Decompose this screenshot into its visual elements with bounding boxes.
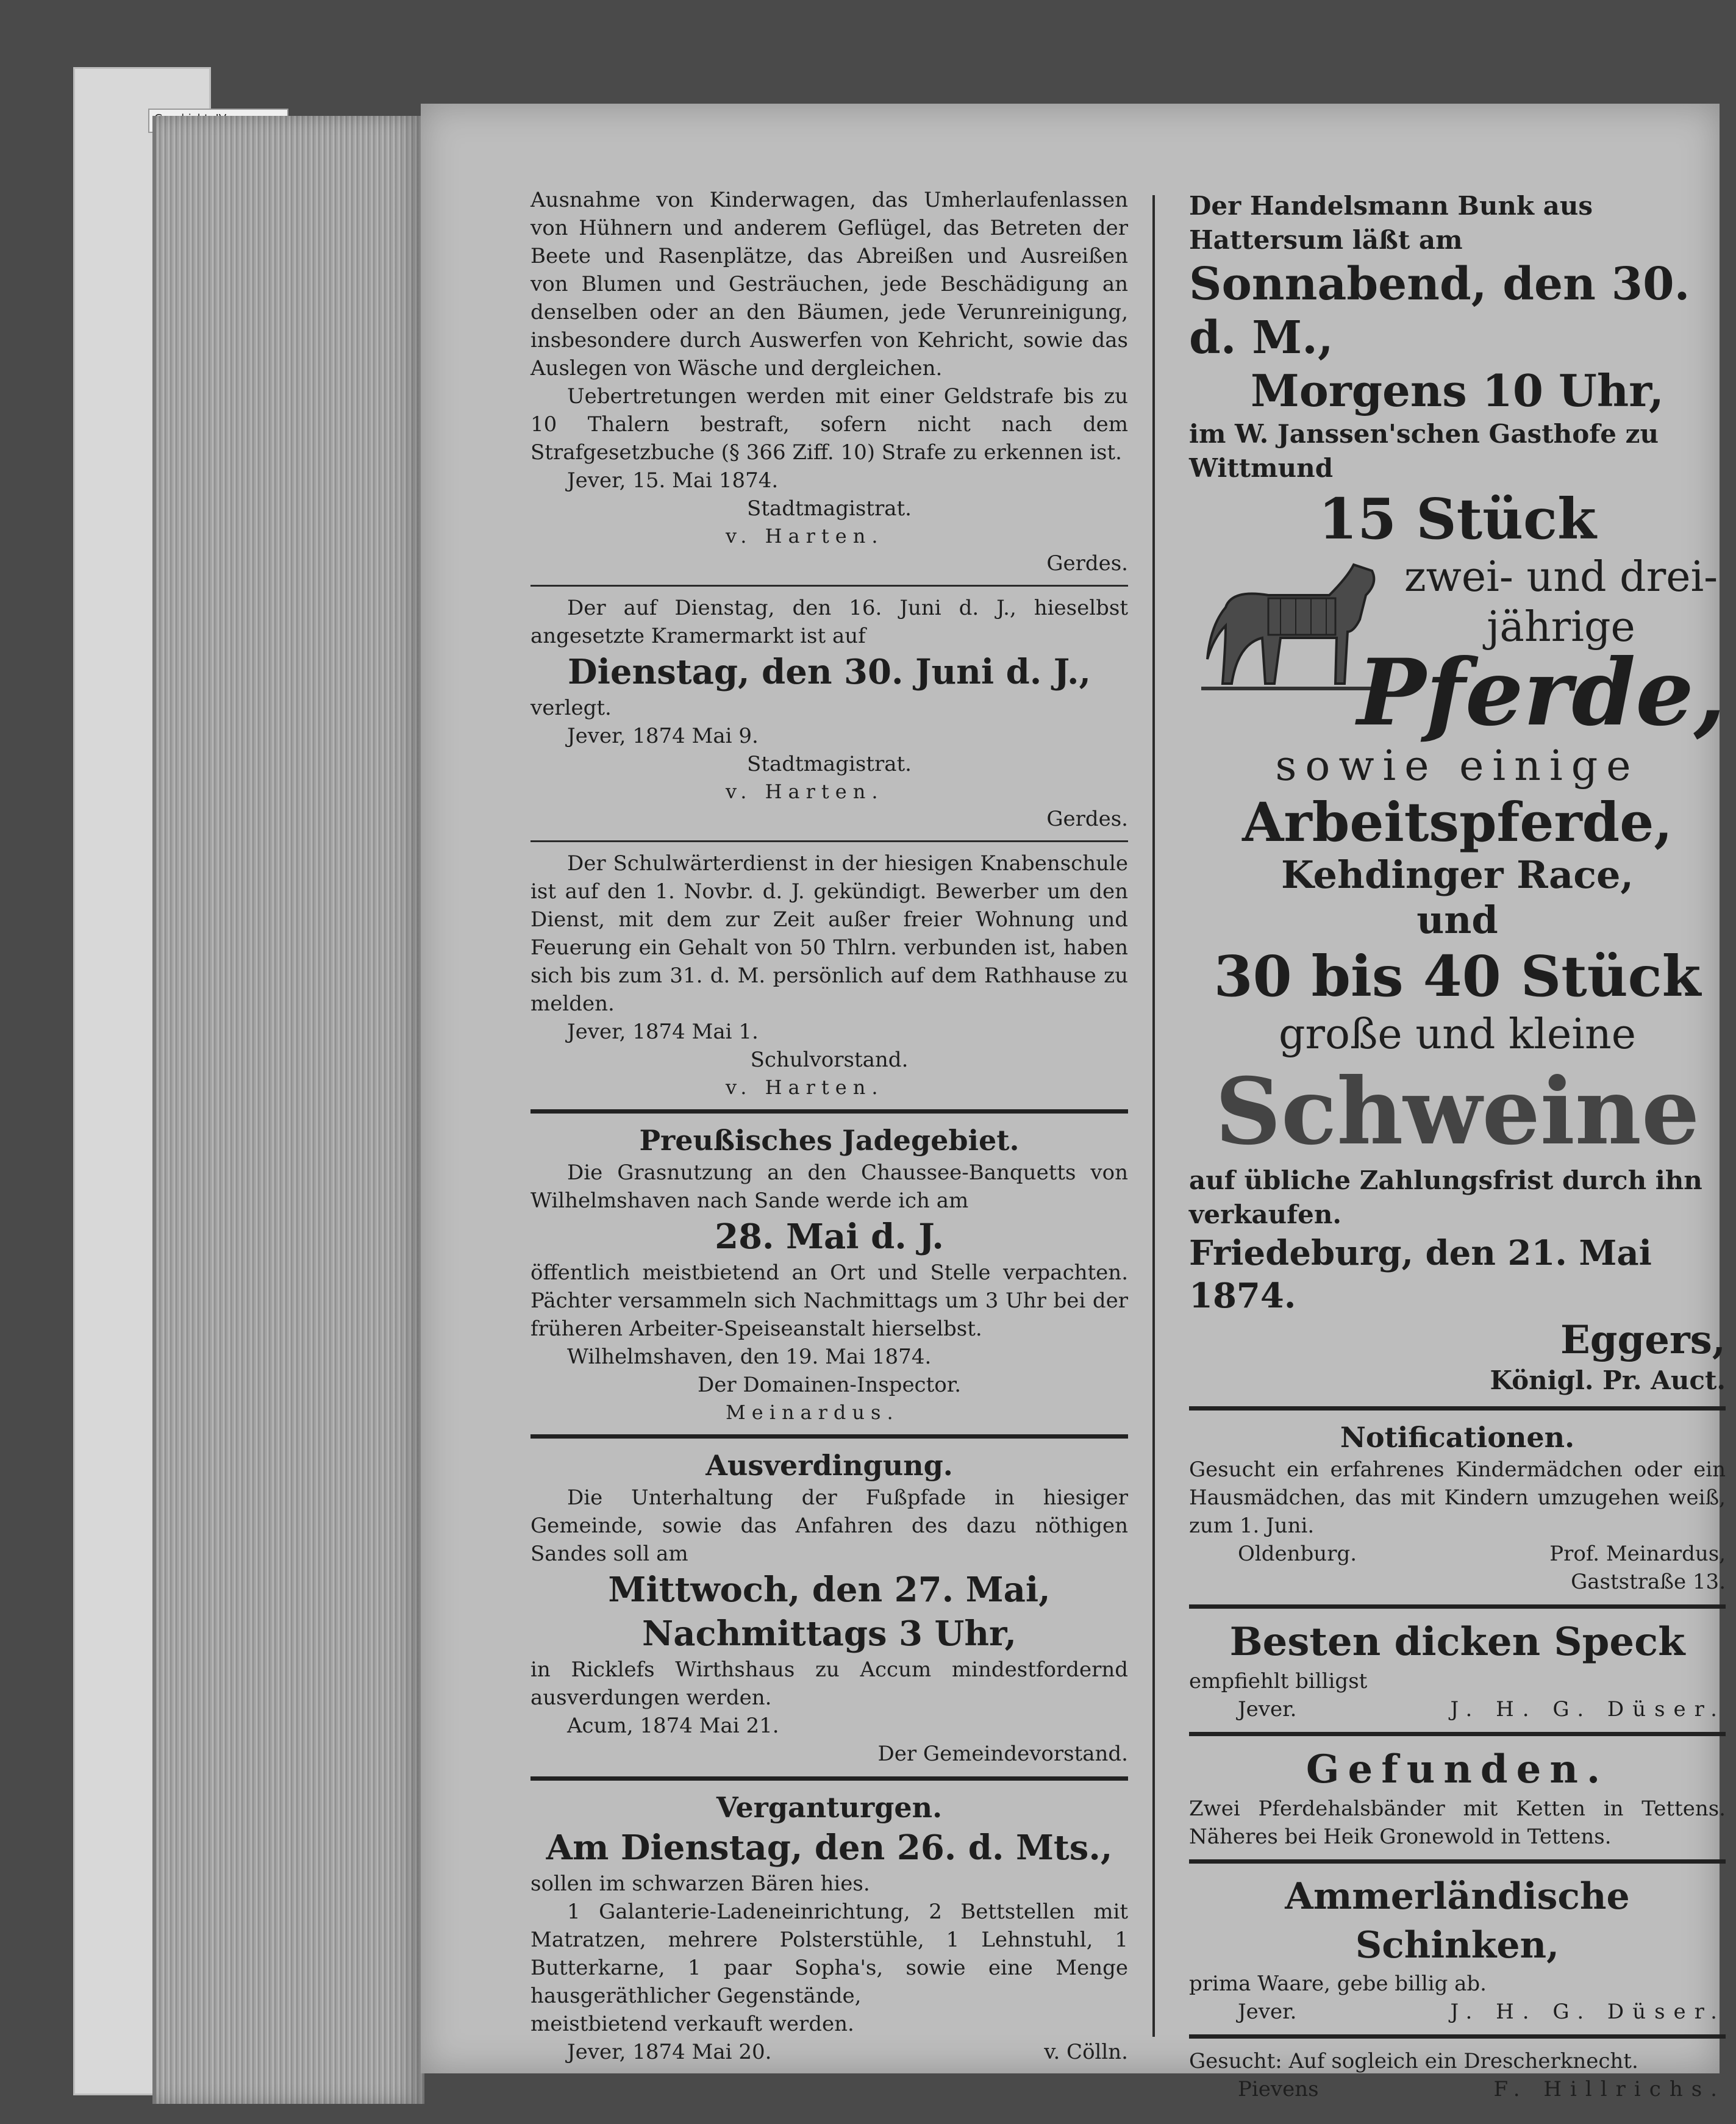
ad-text: empfiehlt billigst xyxy=(1189,1669,1368,1693)
page-edges xyxy=(152,116,424,2104)
place-date: Acum, 1874 Mai 21. xyxy=(567,1714,779,1738)
place: Jever. xyxy=(1238,1697,1297,1722)
ad-time: Morgens 10 Uhr, xyxy=(1251,365,1664,417)
signer-title: Königl. Pr. Auct. xyxy=(1490,1365,1726,1395)
ad-pigs: Schweine xyxy=(1215,1058,1700,1165)
divider xyxy=(1189,1406,1726,1411)
signer: Prof. Meinardus, xyxy=(1549,1542,1726,1566)
item-list: 1 Galanterie-Ladeneinrichtung, 2 Bettstellen mit Matratzen, mehrere Polsterstühle, 1 Lehnstuhl, 1 Butterkarne, 1 paar Sopha's, sowie eine Menge hausgeräthlicher Gegenstände, xyxy=(530,1900,1128,2008)
ad-line: große und kleine xyxy=(1279,1010,1636,1059)
ad-heading: Gefunden. xyxy=(1306,1747,1609,1792)
notice-text: Der Schulwärterdienst in der hiesigen Knabenschule ist auf den 1. Novbr. d. J. gekündigt. Bewerber um den Dienst, mit dem zur Zeit außer freier Wohnung und Feuerung ein Gehalt von 50 Thlrn. verbunden ist, haben sich bis zum 31. d. M. persönlich auf dem Rathhause zu melden. xyxy=(530,851,1128,1016)
notice-heading: Preußisches Jadegebiet. xyxy=(639,1124,1020,1157)
ad-thresher-wanted xyxy=(1189,2047,1726,2103)
notice-school-janitor xyxy=(530,849,1128,1101)
left-column xyxy=(530,186,1128,2066)
signature-line xyxy=(1189,1695,1726,1723)
notice-headline: Dienstag, den 30. Juni d. J., xyxy=(568,652,1091,692)
horse-text xyxy=(1396,552,1726,653)
divider xyxy=(1189,1732,1726,1736)
notice-grass-lease xyxy=(530,1122,1128,1426)
divider xyxy=(1189,1604,1726,1609)
ad-line: und xyxy=(1416,898,1498,942)
notice-heading: Ausverdingung. xyxy=(705,1449,953,1482)
signature-line xyxy=(1189,2075,1726,2103)
address: Gaststraße 13. xyxy=(1571,1570,1726,1594)
notice-auction xyxy=(530,1789,1128,2066)
notice-park-regulations xyxy=(530,186,1128,577)
notice-heading: Verganturgen. xyxy=(716,1791,943,1824)
notice-date: Am Dienstag, den 26. d. Mts., xyxy=(546,1828,1113,1868)
authority: Stadtmagistrat. xyxy=(747,496,912,521)
notice-text: Die Unterhaltung der Fußpfade in hiesiger Gemeinde, sowie das Anfahren des dazu nöthigen Sandes soll am xyxy=(530,1486,1128,1566)
divider xyxy=(1189,1859,1726,1864)
ad-age: zwei- und drei- xyxy=(1404,553,1718,601)
signer: Eggers, xyxy=(1560,1317,1726,1363)
ad-count: 15 Stück xyxy=(1318,486,1596,552)
ad-ham xyxy=(1189,1872,1726,2026)
notice-text: Ausnahme von Kinderwagen, das Umherlaufenlassen von Hühnern und anderem Geflügel, das Betreten der Beete und Rasenplätze, das Abreißen und Ausreißen von Blumen und Gesträuchen, jede Beschädigung an denselben oder an den Bäumen, jede Verunreinigung, insbesondere durch Auswerfen von Kehricht, sowie das Auslegen von Wäsche und dergleichen. xyxy=(530,188,1128,381)
ad-found xyxy=(1189,1745,1726,1851)
ad-workhorses: Arbeitspferde, xyxy=(1242,790,1673,854)
ad-heading: Notificationen. xyxy=(1340,1421,1575,1454)
ad-place: im W. Janssen'schen Gasthofe zu xyxy=(1189,419,1659,449)
signer: v. Harten. xyxy=(726,524,884,548)
notice-text: Der auf Dienstag, den 16. Juni d. J., hieselbst angesetzte Kramermarkt ist auf xyxy=(530,596,1128,648)
ad-town: Wittmund xyxy=(1189,453,1334,483)
ad-age: jährige xyxy=(1487,603,1635,651)
place-date: Jever, 1874 Mai 1. xyxy=(567,1020,759,1044)
place-date: Jever, 1874 Mai 20. xyxy=(567,2040,772,2064)
ad-date: Sonnabend, den 30. d. M., xyxy=(1189,258,1690,364)
place: Pievens xyxy=(1238,2077,1319,2101)
countersign: Gerdes. xyxy=(1046,551,1128,576)
notice-verb: verlegt. xyxy=(530,696,612,720)
divider xyxy=(530,840,1128,842)
ad-terms: auf übliche Zahlungsfrist durch ihn xyxy=(1189,1165,1702,1195)
signer: v. Harten. xyxy=(726,1076,884,1099)
divider xyxy=(530,1434,1128,1439)
ad-bacon xyxy=(1189,1617,1726,1723)
notice-text: Uebertretungen werden mit einer Geldstrafe bis zu 10 Thalern bestraft, sofern nicht nach dem Strafgesetzbuche (§ 366 Ziff. 10) Strafe zu erkennen ist. xyxy=(530,384,1128,465)
place: Jever. xyxy=(1238,2000,1297,2024)
ad-count: 30 bis 40 Stück xyxy=(1213,943,1701,1009)
authority: Der Gemeindevorstand. xyxy=(877,1742,1128,1766)
ad-line: Hattersum läßt am xyxy=(1189,225,1463,255)
ad-livestock-sale xyxy=(1189,189,1726,1398)
ad-text: Gesucht ein erfahrenes Kindermädchen oder ein Hausmädchen, das mit Kindern umzugehen weiß, zum 1. Juni. xyxy=(1189,1457,1726,1538)
authority: Stadtmagistrat. xyxy=(747,752,912,776)
ad-nanny-wanted xyxy=(1189,1419,1726,1596)
authority: Schulvorstand. xyxy=(750,1048,909,1072)
divider xyxy=(530,1776,1128,1781)
signer: v. Harten. xyxy=(726,780,884,803)
countersign: Gerdes. xyxy=(1046,807,1128,831)
signer: F. Hillrichs. xyxy=(1493,2077,1726,2101)
signature-line xyxy=(1189,1540,1726,1568)
notice-contract-award xyxy=(530,1447,1128,1768)
right-column xyxy=(1189,189,1726,2103)
place: Oldenburg. xyxy=(1238,1542,1357,1566)
place-date: Jever, 1874 Mai 9. xyxy=(567,724,759,748)
signer: J. H. G. Düser. xyxy=(1450,1697,1726,1722)
ad-breed: Kehdinger Race, xyxy=(1281,853,1634,897)
authority: Der Domainen-Inspector. xyxy=(697,1373,962,1397)
notice-date: Mittwoch, den 27. Mai, xyxy=(608,1570,1051,1610)
ad-text: prima Waare, gebe billig ab. xyxy=(1189,1972,1487,1996)
divider xyxy=(530,1109,1128,1114)
signer: Meinardus. xyxy=(726,1401,899,1424)
place-date: Wilhelmshaven, den 19. Mai 1874. xyxy=(567,1345,932,1369)
notice-verb: meistbietend verkauft werden. xyxy=(530,2012,854,2036)
notice-text: Die Grasnutzung an den Chaussee-Banquetts von Wilhelmshaven nach Sande werde ich am xyxy=(530,1160,1128,1213)
ad-text: Zwei Pferdehalsbänder mit Ketten in Tettens. Näheres bei Heik Gronewold in Tettens. xyxy=(1189,1797,1726,1849)
notice-text: sollen im schwarzen Bären hies. xyxy=(530,1872,870,1896)
ad-text: Gesucht: Auf sogleich ein Drescherknecht. xyxy=(1189,2049,1638,2073)
notice-date: 28. Mai d. J. xyxy=(715,1217,944,1257)
signature-line xyxy=(530,2038,1128,2066)
divider xyxy=(530,585,1128,587)
ad-line: sowie einige xyxy=(1275,742,1640,790)
ad-heading: Ammerländische Schinken, xyxy=(1285,1875,1630,1967)
divider xyxy=(1189,2034,1726,2039)
ad-line: Der Handelsmann Bunk aus xyxy=(1189,191,1593,221)
place-date: Friedeburg, den 21. Mai 1874. xyxy=(1189,1233,1652,1316)
ad-verb: verkaufen. xyxy=(1189,1200,1342,1229)
newspaper-page xyxy=(421,104,1726,2101)
column-divider xyxy=(1152,195,1155,2037)
notice-time: Nachmittags 3 Uhr, xyxy=(642,1614,1016,1654)
ad-horses: Pferde, xyxy=(1357,639,1726,746)
signature-line xyxy=(1189,1998,1726,2026)
signer: v. Cölln. xyxy=(1044,2040,1128,2064)
notice-text: in Ricklefs Wirthshaus zu Accum mindestfordernd ausverdungen werden. xyxy=(530,1657,1128,1710)
signer: J. H. G. Düser. xyxy=(1450,2000,1726,2024)
ad-heading: Besten dicken Speck xyxy=(1229,1619,1685,1665)
notice-market-moved xyxy=(530,594,1128,833)
place-date: Jever, 15. Mai 1874. xyxy=(567,468,779,493)
notice-text: öffentlich meistbietend an Ort und Stelle verpachten. Pächter versammeln sich Nachmittags um 3 Uhr bei der früheren Arbeiter-Speiseanstalt hierselbst. xyxy=(530,1260,1128,1341)
